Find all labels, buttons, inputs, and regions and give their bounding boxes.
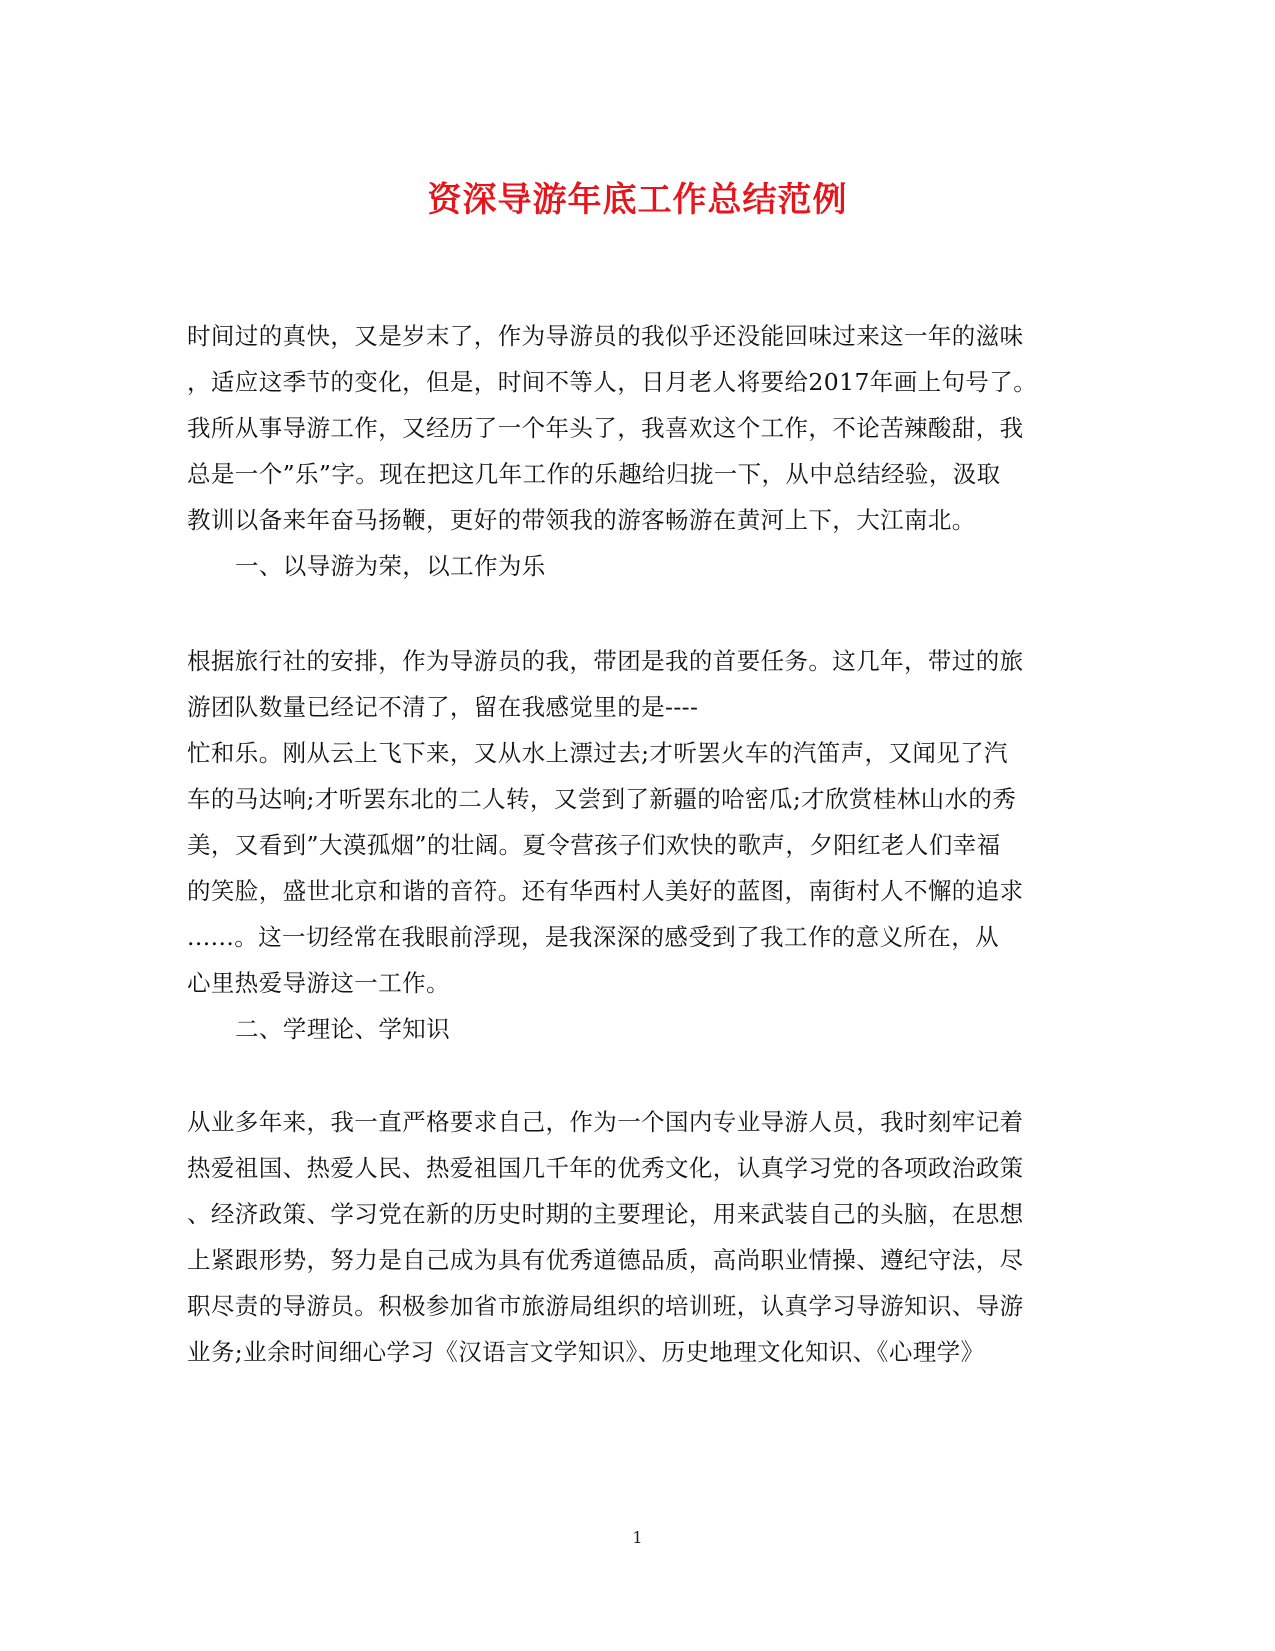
section-heading: 一、以导游为荣，以工作为乐 [235, 552, 546, 580]
body-line: 总是一个”乐”字。现在把这几年工作的乐趣给归拢一下，从中总结经验，汲取 [187, 460, 1001, 488]
body-line: 美，又看到”大漠孤烟”的壮阔。夏令营孩子们欢快的歌声，夕阳红老人们幸福 [187, 831, 1001, 859]
body-line: 从业多年来，我一直严格要求自己，作为一个国内专业导游人员，我时刻牢记着 [187, 1108, 1024, 1136]
document-title: 资深导游年底工作总结范例 [427, 180, 848, 220]
body-line: 业务;业余时间细心学习《汉语言文学知识》、历史地理文化知识、《心理学》 [187, 1338, 985, 1366]
body-line: 时间过的真快，又是岁末了，作为导游员的我似乎还没能回味过来这一年的滋味 [187, 322, 1024, 350]
page-number: 1 [632, 1528, 643, 1547]
body-line: 上紧跟形势，努力是自己成为具有优秀道德品质，高尚职业情操、遵纪守法，尽 [187, 1246, 1024, 1274]
body-line: 教训以备来年奋马扬鞭，更好的带领我的游客畅游在黄河上下，大江南北。 [187, 506, 976, 534]
body-line: 、经济政策、学习党在新的历史时期的主要理论，用来武装自己的头脑，在思想 [187, 1200, 1024, 1228]
body-line: 车的马达响;才听罢东北的二人转，又尝到了新疆的哈密瓜;才欣赏桂林山水的秀 [187, 785, 1017, 813]
body-line: 的笑脸，盛世北京和谐的音符。还有华西村人美好的蓝图，南街村人不懈的追求 [187, 877, 1024, 905]
section-heading: 二、学理论、学知识 [235, 1015, 451, 1043]
body-line: 忙和乐。刚从云上飞下来，又从水上漂过去;才听罢火车的汽笛声，又闻见了汽 [187, 739, 1008, 767]
body-line: 心里热爱导游这一工作。 [187, 969, 450, 997]
body-line: 游团队数量已经记不清了，留在我感觉里的是---- [187, 693, 699, 721]
body-line: 我所从事导游工作，又经历了一个年头了，我喜欢这个工作，不论苦辣酸甜，我 [187, 414, 1024, 442]
body-line: ......。这一切经常在我眼前浮现，是我深深的感受到了我工作的意义所在，从 [187, 923, 1000, 951]
body-line: 职尽责的导游员。积极参加省市旅游局组织的培训班，认真学习导游知识、导游 [187, 1292, 1024, 1320]
body-line: 热爱祖国、热爱人民、热爱祖国几千年的优秀文化，认真学习党的各项政治政策 [187, 1154, 1024, 1182]
body-line: 根据旅行社的安排，作为导游员的我，带团是我的首要任务。这几年，带过的旅 [187, 647, 1024, 675]
body-line: ，适应这季节的变化，但是，时间不等人，日月老人将要给2017年画上句号了。 [187, 368, 1038, 396]
